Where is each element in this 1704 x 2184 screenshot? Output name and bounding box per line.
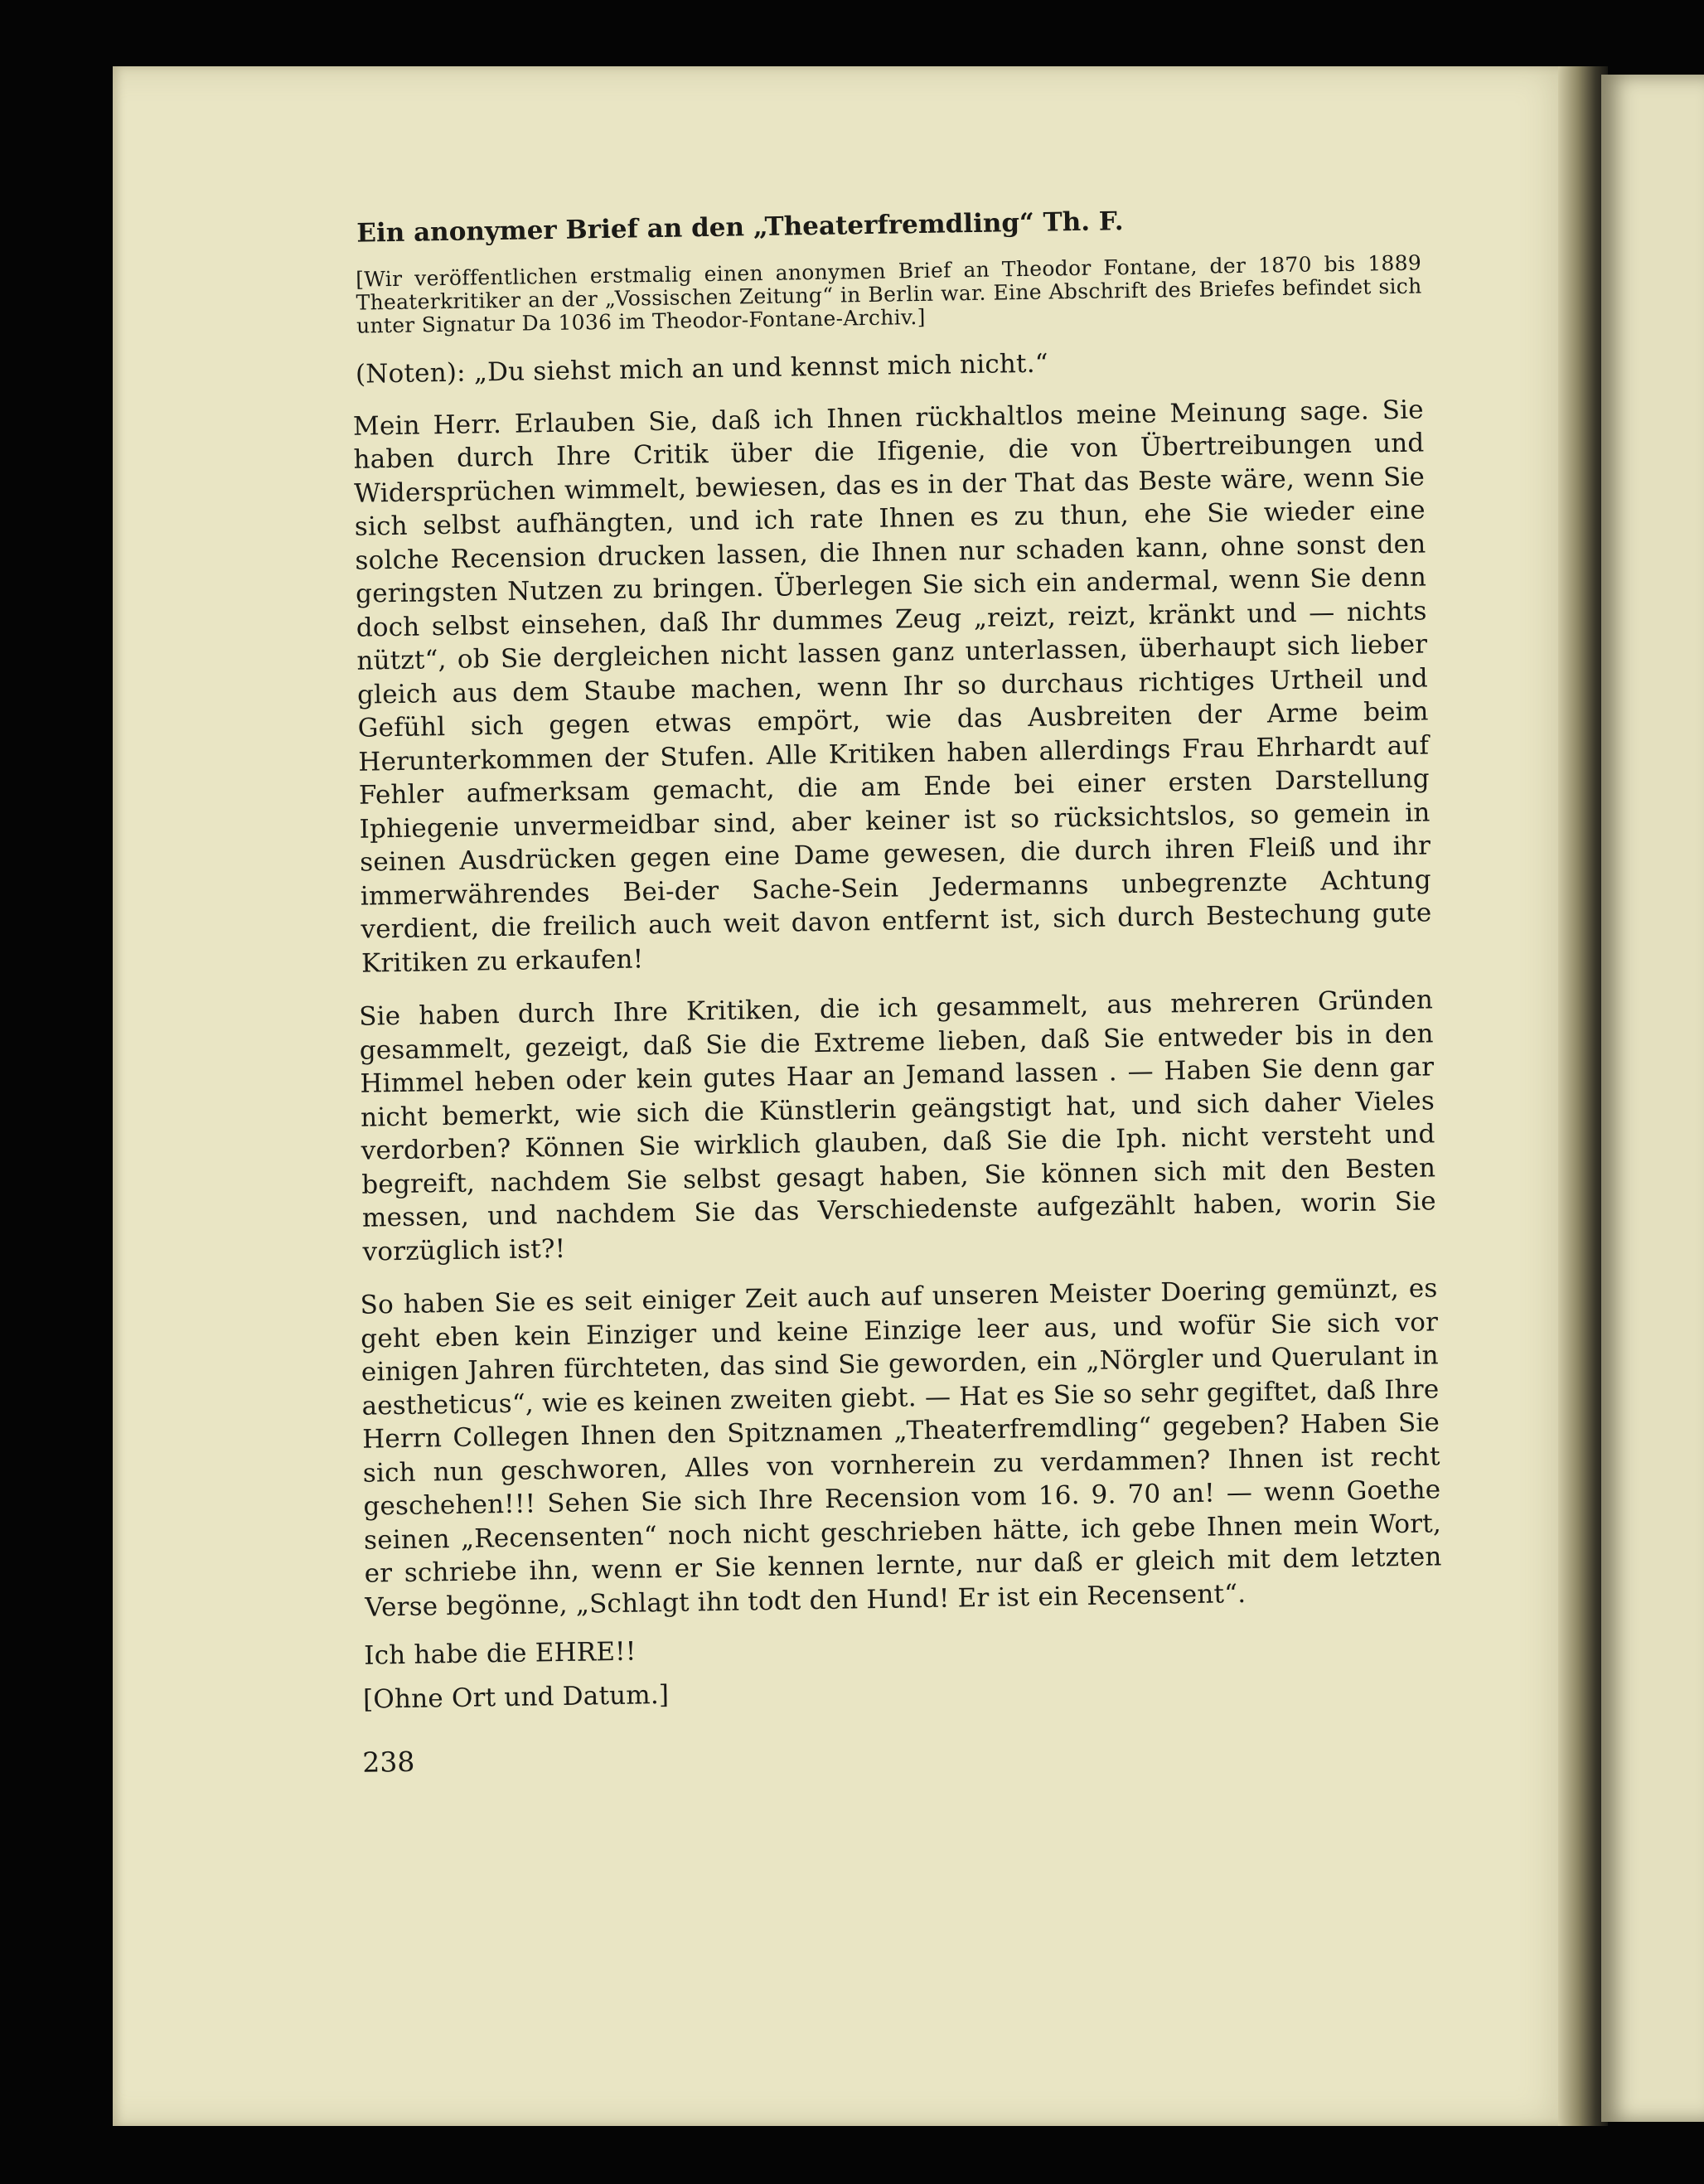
book-gutter (1558, 66, 1608, 2126)
editorial-note: [Wir veröffentlichen erstmalig einen anonymen Brief an Theodor Fontane, der 1870 bis 1889 Theaterkritiker an der „Vossischen Zeitung“ in Berlin war. Eine Abschrift des Briefes befindet sich unter Signatur Da 1036 im Theodor-Fontane-Archiv.] (355, 250, 1422, 338)
letter-signoff: Ich habe die EHRE!! (363, 1636, 637, 1671)
letter-date-note: [Ohne Ort und Datum.] (362, 1679, 670, 1715)
article-title: Ein anonymer Brief an den „Theaterfremdling“ Th. F. (356, 206, 1124, 249)
page-text-block (338, 200, 1445, 1779)
letter-paragraph-1: Mein Herr. Erlauben Sie, daß ich Ihnen rückhaltlos meine Meinung sage. Sie haben durch Ihre Critik über die Ifigenie, die von Übertreibungen und Widersprüchen wimmelt, bewiesen, das es in der That das Beste wäre, wenn Sie sich selbst aufhängten, und ich rate Ihnen es zu thun, ehe Sie wieder eine solche Recension drucken lassen, die Ihnen nur schaden kann, ohne sonst den geringsten Nutzen zu bringen. Überlegen Sie sich ein andermal, wenn Sie denn doch selbst einsehen, daß Ihr dummes Zeug „reizt, reizt, kränkt und — nichts nützt“, ob Sie dergleichen nicht lassen ganz unterlassen, überhaupt sich lieber gleich aus dem Staube machen, wenn Ihr so durchaus richtiges Urtheil und Gefühl sich gegen etwas empört, wie das Ausbreiten der Arme beim Herunterkommen der Stufen. Alle Kritiken haben allerdings Frau Ehrhardt auf Fehler aufmerksam gemacht, die am Ende bei einer ersten Darstellung Iphiegenie unvermeidbar sind, aber keiner ist so rücksichtslos, so gemein in seinen Ausdrücken gegen eine Dame gewesen, die durch ihren Fleiß und ihr immerwährendes Bei-der Sache-Sein Jedermanns unbegrenzte Achtung verdient, die freilich auch weit davon entfernt ist, sich durch Bestechung gute Kritiken zu erkaufen! (352, 394, 1432, 979)
page-number: 238 (361, 1745, 415, 1779)
music-note-line: (Noten): „Du siehst mich an und kennst mich nicht.“ (355, 348, 1049, 390)
facing-page-edge (1601, 75, 1704, 2122)
letter-paragraph-2: Sie haben durch Ihre Kritiken, die ich gesammelt, aus mehreren Gründen gesammelt, gezeigt, daß Sie die Extreme lieben, daß Sie entweder bis in den Himmel heben oder kein gutes Haar an Jemand lassen . — Haben Sie denn gar nicht bemerkt, wie sich die Künstlerin geängstigt hat, und sich daher Vieles verdorben? Können Sie wirklich glauben, daß Sie die Iph. nicht versteht und begreift, nachdem Sie selbst gesagt haben, Sie können sich mit den Besten messen, und nachdem Sie das Verschiedenste aufgezählt haben, worin Sie vorzüglich ist?! (358, 985, 1437, 1267)
letter-paragraph-3: So haben Sie es seit einiger Zeit auch auf unseren Meister Doering gemünzt, es geht eben kein Einziger und keine Einzige leer aus, und wofür Sie sich vor einigen Jahren fürchteten, das sind Sie geworden, ein „Nörgler und Querulant in aestheticus“, wie es keinen zweiten giebt. — Hat es Sie so sehr gegiftet, daß Ihre Herrn Collegen Ihnen den Spitznamen „Theaterfremdling“ gegeben? Haben Sie sich nun geschworen, Alles von vornherein zu verdammen? Ihnen ist recht geschehen!!! Sehen Sie sich Ihre Recension vom 16. 9. 70 an! — wenn Goethe seinen „Recensenten“ noch nicht geschrieben hätte, ich gebe Ihnen mein Wort, er schriebe ihn, wenn er Sie kennen lernte, nur daß er gleich mit dem letzten Verse begönne, „Schlagt ihn todt den Hund! Er ist ein Recensent“. (360, 1273, 1442, 1623)
